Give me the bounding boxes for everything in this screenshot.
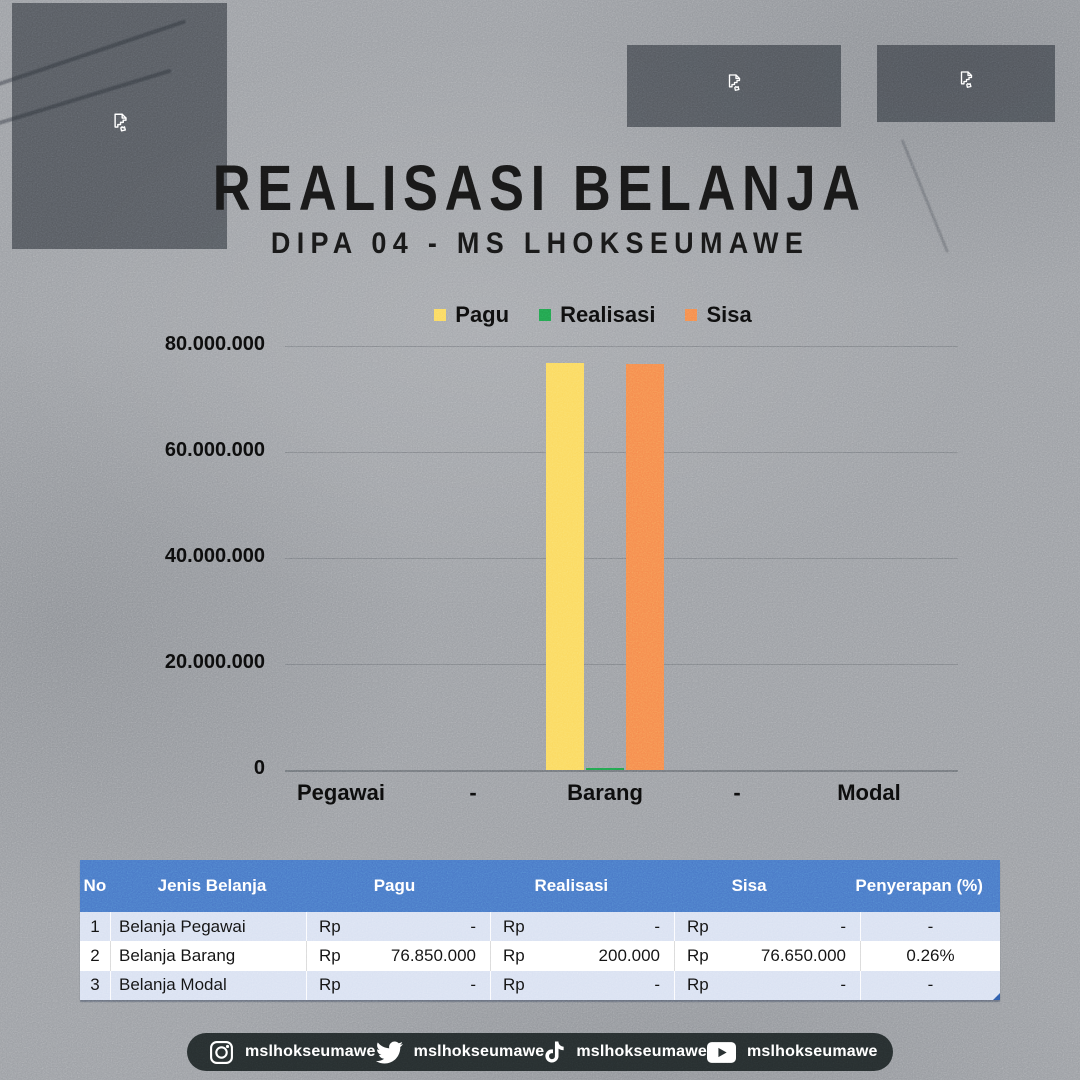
social-youtube[interactable] (707, 1042, 878, 1063)
col-header-penyerapan: Penyerapan (%) (855, 876, 983, 896)
currency-label: Rp (687, 945, 709, 965)
table-corner-marker (993, 993, 1000, 1000)
table-header-row (80, 860, 1000, 912)
x-axis-category-label: Barang (567, 780, 643, 805)
page-subtitle: DIPA 04 - MS LHOKSEUMAWE (270, 227, 810, 260)
cell-pagu (307, 941, 491, 970)
col-header-jenis: Jenis Belanja (157, 876, 267, 896)
cell-realisasi (491, 941, 675, 970)
legend-swatch-realisasi (539, 309, 551, 321)
currency-label: Rp (503, 975, 525, 995)
currency-label: Rp (503, 916, 525, 936)
social-tiktok[interactable] (544, 1040, 707, 1064)
cell-sisa (675, 971, 861, 1000)
currency-label: Rp (319, 916, 341, 936)
x-axis-category-label: - (469, 780, 477, 805)
social-instagram[interactable] (209, 1040, 376, 1065)
y-axis-tick-label: 40.000.000 (164, 545, 265, 567)
gridline (285, 558, 958, 559)
currency-label: Rp (319, 975, 341, 995)
chart-legend (253, 300, 933, 330)
social-handle: mslhokseumawe (576, 1043, 707, 1060)
bar-realisasi-barang (586, 768, 624, 770)
cell-penyerapan: - (927, 975, 934, 995)
amount: - (470, 916, 476, 936)
currency-label: Rp (319, 945, 341, 965)
legend-item-pagu (434, 302, 509, 328)
gridline (285, 664, 958, 665)
social-twitter[interactable] (376, 1039, 545, 1066)
currency-label: Rp (687, 975, 709, 995)
col-header-no: No (83, 876, 107, 896)
social-handle: mslhokseumawe (413, 1043, 545, 1060)
col-header-pagu: Pagu (373, 876, 416, 896)
cell-jenis: Belanja Barang (111, 941, 307, 970)
legend-label-pagu: Pagu (455, 302, 510, 327)
social-handle: mslhokseumawe (746, 1043, 878, 1060)
instagram-icon (209, 1040, 234, 1065)
col-header-sisa: Sisa (731, 876, 767, 896)
cell-penyerapan: - (927, 916, 934, 936)
legend-swatch-pagu (434, 309, 446, 321)
amount: - (654, 916, 660, 936)
legend-label-sisa: Sisa (706, 302, 752, 327)
y-axis-tick-label: 80.000.000 (164, 333, 265, 355)
x-axis-category-label: Modal (837, 780, 901, 805)
tiktok-icon (544, 1040, 565, 1064)
social-handle: mslhokseumawe (245, 1043, 376, 1060)
social-bar (187, 1033, 893, 1071)
table-row (80, 912, 1000, 941)
cell-realisasi (491, 971, 675, 1000)
table-row (80, 971, 1000, 1000)
x-axis-line (285, 770, 958, 772)
cell-penyerapan: 0.26% (906, 945, 955, 965)
twitter-icon (376, 1039, 403, 1066)
currency-label: Rp (503, 945, 525, 965)
amount: - (840, 975, 846, 995)
realisasi-table (80, 860, 1000, 1000)
cell-jenis: Belanja Pegawai (111, 912, 307, 941)
amount: 76.650.000 (760, 945, 846, 965)
x-axis-category-label: Pegawai (296, 780, 386, 805)
cell-pagu (307, 912, 491, 941)
page-title: REALISASI BELANJA (213, 152, 867, 224)
legend-item-realisasi (539, 302, 655, 328)
cell-no: 2 (80, 941, 111, 970)
cell-sisa (675, 941, 861, 970)
gridline (285, 452, 958, 453)
legend-swatch-sisa (685, 309, 697, 321)
cell-no: 1 (80, 912, 111, 941)
amount: - (470, 975, 476, 995)
y-axis-tick-label: 20.000.000 (164, 651, 265, 673)
y-axis-tick-label: 0 (253, 757, 265, 779)
cell-realisasi (491, 912, 675, 941)
youtube-icon (707, 1042, 736, 1063)
col-header-realisasi: Realisasi (534, 876, 609, 896)
amount: - (654, 975, 660, 995)
bar-pagu-barang (546, 363, 584, 770)
legend-item-sisa (685, 302, 751, 328)
cell-jenis: Belanja Modal (111, 971, 307, 1000)
amount: 76.850.000 (390, 945, 476, 965)
table-row (80, 941, 1000, 970)
y-axis-tick-label: 60.000.000 (164, 439, 265, 461)
cell-pagu (307, 971, 491, 1000)
currency-label: Rp (687, 916, 709, 936)
legend-label-realisasi: Realisasi (560, 302, 656, 327)
cell-no: 3 (80, 971, 111, 1000)
x-axis-category-label: - (733, 780, 741, 805)
amount: - (840, 916, 846, 936)
gridline (285, 346, 958, 347)
bar-sisa-barang (626, 364, 664, 770)
amount: 200.000 (598, 945, 660, 965)
cell-sisa (675, 912, 861, 941)
